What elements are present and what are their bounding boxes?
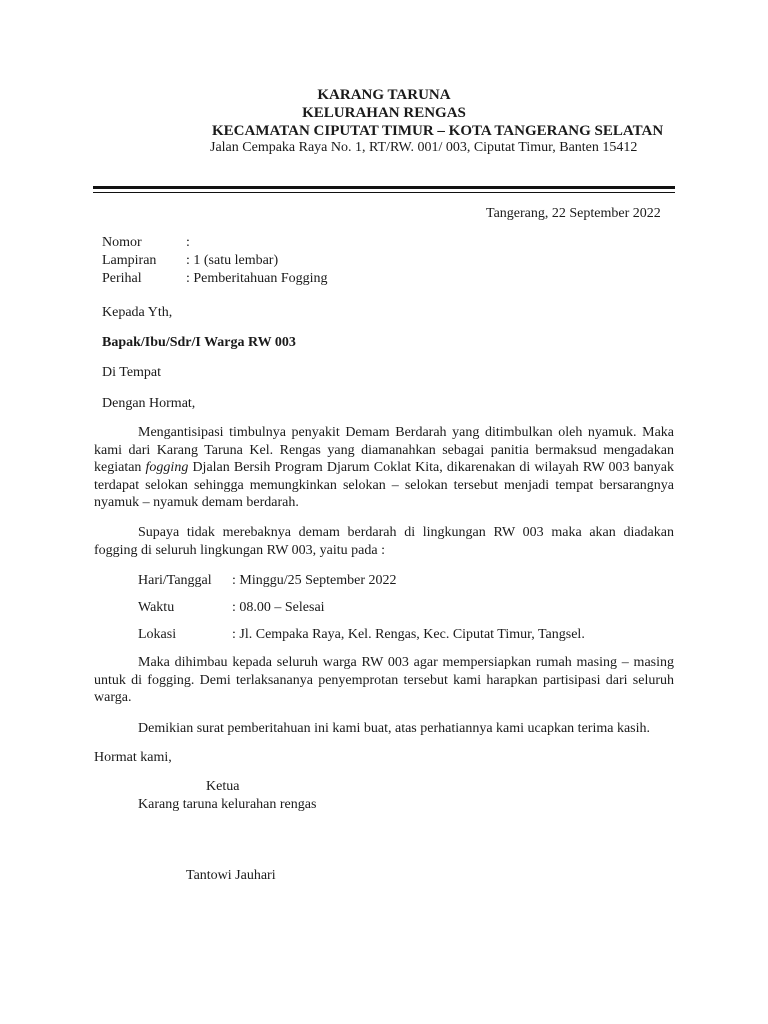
meta-value-lampiran: : 1 (satu lembar): [186, 253, 279, 268]
greeting: Dengan Hormat,: [102, 396, 196, 411]
meta-label-nomor: Nomor: [102, 235, 142, 250]
signatory-name: Tantowi Jauhari: [186, 868, 276, 883]
letterhead-address: Jalan Cempaka Raya No. 1, RT/RW. 001/ 003, Ciputat Timur, Banten 15412: [210, 140, 638, 155]
recipient: Bapak/Ibu/Sdr/I Warga RW 003: [102, 335, 296, 350]
schedule-value-waktu: : 08.00 – Selesai: [232, 600, 325, 615]
hormat-kami: Hormat kami,: [94, 750, 172, 765]
body-paragraph-3: [94, 654, 674, 707]
schedule-label-hari: Hari/Tanggal: [138, 573, 212, 588]
letterhead-divider-thick: [93, 186, 675, 189]
letterhead-kelurahan: KELURAHAN RENGAS: [302, 105, 466, 121]
letterhead-org: KARANG TARUNA: [317, 87, 451, 103]
schedule-value-hari: : Minggu/25 September 2022: [232, 573, 397, 588]
meta-label-lampiran: Lampiran: [102, 253, 157, 268]
kepada-yth: Kepada Yth,: [102, 305, 173, 320]
body-paragraph-4-text: Demikian surat pemberitahuan ini kami buat, atas perhatiannya kami ucapkan terima kasih.: [138, 721, 650, 736]
fogging-italic: fogging: [145, 460, 189, 475]
schedule-value-lokasi: : Jl. Cempaka Raya, Kel. Rengas, Kec. Ciputat Timur, Tangsel.: [232, 627, 585, 642]
body-paragraph-1-text-b: Djalan Bersih Program Djarum Coklat Kita, dikarenakan di wilayah RW 003 banyak terdapat selokan sehingga memungkinkan selokan – selokan tersebut menjadi tempat bersarangnya nyamuk – nyamuk demam berdarah.: [94, 460, 675, 510]
letter-date: Tangerang, 22 September 2022: [486, 206, 661, 221]
schedule-label-lokasi: Lokasi: [138, 627, 177, 642]
meta-value-perihal: : Pemberitahuan Fogging: [186, 271, 328, 286]
body-paragraph-1: [94, 424, 674, 512]
signatory-org: Karang taruna kelurahan rengas: [138, 797, 317, 812]
body-paragraph-2-text: Supaya tidak merebaknya demam berdarah di lingkungan RW 003 maka akan diadakan fogging di seluruh lingkungan RW 003, yaitu pada :: [94, 525, 674, 558]
letterhead-divider-thin: [93, 192, 675, 193]
meta-label-perihal: Perihal: [102, 271, 142, 286]
di-tempat: Di Tempat: [102, 365, 162, 380]
body-paragraph-3-text: Maka dihimbau kepada seluruh warga RW 003 agar mempersiapkan rumah masing – masing untuk di fogging. Demi terlaksananya penyemprotan tersebut kami harapkan partisipasi dari seluruh warga.: [94, 655, 674, 705]
body-paragraph-2: [94, 524, 674, 559]
body-paragraph-4: [94, 720, 674, 738]
signatory-title: Ketua: [206, 779, 240, 794]
meta-value-nomor: :: [186, 235, 190, 250]
schedule-label-waktu: Waktu: [138, 600, 175, 615]
body-paragraph-1-text-a: Mengantisipasi timbulnya penyakit Demam Berdarah yang ditimbulkan oleh nyamuk. Maka kami dari Karang Taruna Kel. Rengas yang diamanahkan sebagai panitia bermaksud mengadakan kegiatan: [94, 425, 674, 475]
letterhead-kecamatan: KECAMATAN CIPUTAT TIMUR – KOTA TANGERANG SELATAN: [212, 123, 664, 139]
